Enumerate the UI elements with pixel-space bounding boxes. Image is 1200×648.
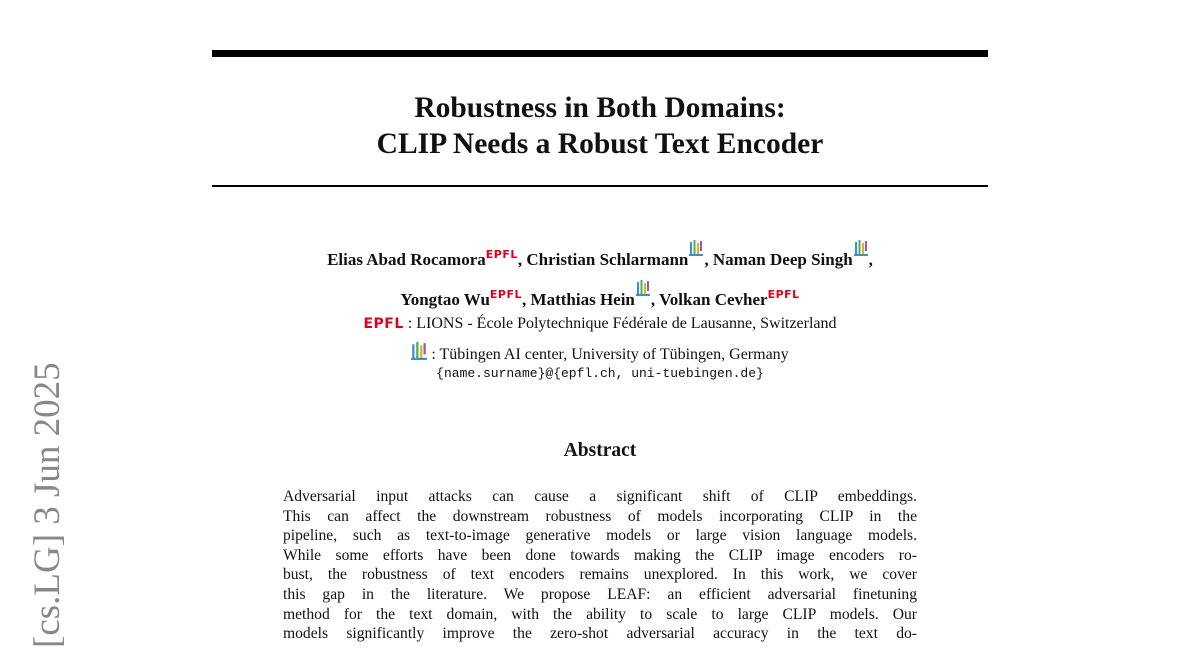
- epfl-logo-icon: EPFL: [489, 288, 523, 301]
- author-name: Christian Schlarmann: [526, 250, 689, 269]
- affiliation-epfl-text: : LIONS - École Polytechnique Fédérale de Lausanne, Switzerland: [403, 315, 837, 332]
- abstract-line: this gap in the literature. We propose LEAF: an efficient adversarial finetuning: [283, 585, 917, 603]
- author-name: Elias Abad Rocamora: [327, 250, 486, 269]
- epfl-logo-icon: EPFL: [767, 288, 800, 301]
- arxiv-sidebar-stamp: [cs.LG] 3 Jun 2025: [27, 362, 68, 648]
- tuebingen-logo-icon: [689, 240, 703, 261]
- affiliation-tuebingen-text: : Tübingen AI center, University of Tübingen, Germany: [427, 346, 789, 363]
- abstract-line: models significantly improve the zero-shot adversarial accuracy in the text do-: [283, 625, 917, 643]
- title-bottom-rule: [212, 185, 988, 187]
- tuebingen-logo-icon: [854, 240, 868, 261]
- author-emails: {name.surname}@{epfl.ch, uni-tuebingen.de}: [436, 366, 764, 381]
- author-name: Naman Deep Singh: [712, 250, 853, 269]
- epfl-logo-icon: EPFL: [485, 248, 518, 261]
- affiliation-epfl: [212, 315, 988, 333]
- abstract-line: Adversarial input attacks can cause a significant shift of CLIP embeddings.: [283, 488, 917, 505]
- author-name: Matthias Hein: [530, 290, 635, 309]
- abstract-line: method for the text domain, with the ability to scale to large CLIP models. Our: [283, 605, 917, 623]
- title-line-1: Robustness in Both Domains:: [414, 92, 786, 124]
- title-top-rule: [212, 50, 988, 57]
- abstract-heading: Abstract: [563, 440, 637, 461]
- title-line-2: CLIP Needs a Robust Text Encoder: [376, 128, 824, 160]
- author-name: Volkan Cevher: [659, 290, 768, 309]
- paper-title: [212, 90, 988, 162]
- author-line-2: Yongtao $Wu^{EPFL}$, Matthias Hein , Volkan Cevher$^{EPFL}$: [212, 280, 988, 310]
- author-name: Yongtao Wu: [400, 290, 490, 309]
- author-line-1: Elias Abad Rocamora$^{EPFL}$, Christian Schlarmann , Naman Deep Singh ,: [212, 240, 988, 270]
- affiliation-tuebingen: [212, 342, 988, 365]
- tuebingen-logo-icon: [636, 280, 650, 301]
- epfl-logo-icon: EPFL: [363, 316, 404, 332]
- abstract-line: bust, the robustness of text encoders remains unexplored. In this work, we cover: [283, 566, 917, 584]
- tuebingen-logo-icon: [411, 342, 427, 365]
- abstract-line: pipeline, such as text-to-image generative models or large vision language models.: [283, 527, 917, 545]
- abstract-line: While some efforts have been done towards making the CLIP image encoders ro-: [283, 546, 917, 564]
- abstract-body: [283, 487, 917, 644]
- abstract-line: This can affect the downstream robustness of models incorporating CLIP in the: [283, 507, 917, 525]
